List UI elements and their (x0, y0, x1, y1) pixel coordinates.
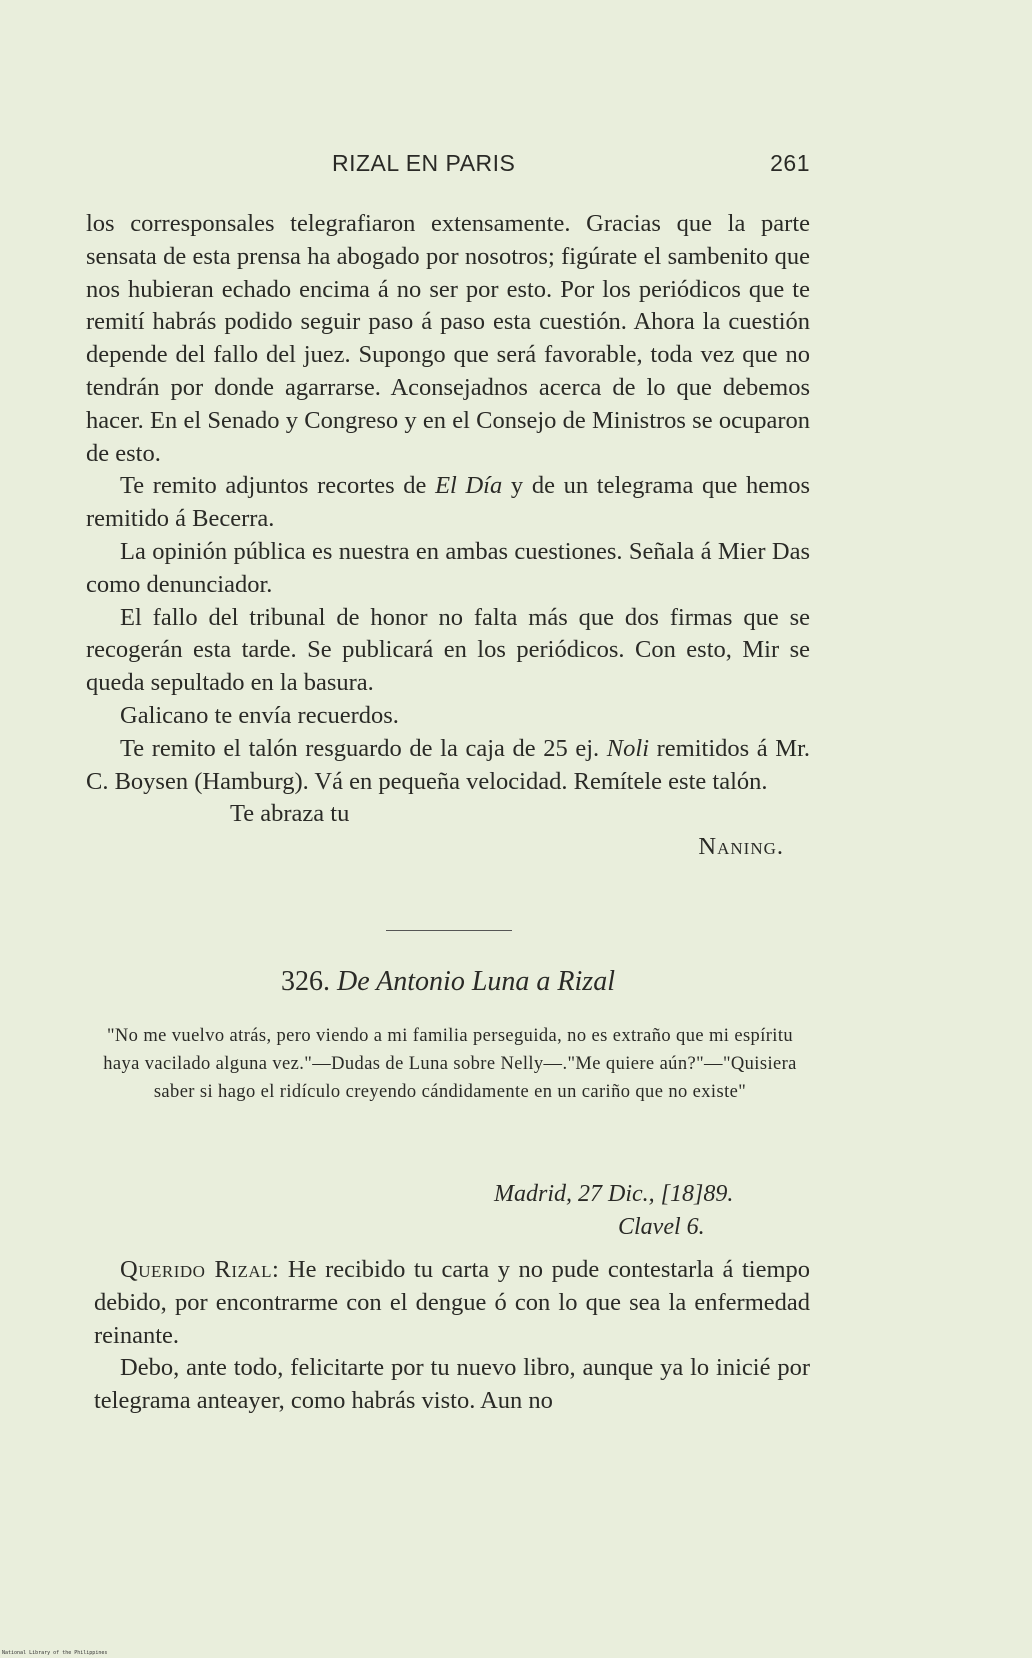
letter-number: 326. (281, 966, 331, 997)
section-divider (386, 930, 512, 931)
salutation: Querido Rizal: (120, 1256, 280, 1283)
paragraph: El fallo del tribunal de honor no falta más que dos firmas que se recogerán esta tarde. Se publicará en los periódicos. Con esto, Mir se queda sepultado en la basura. (86, 603, 810, 697)
paragraph: Te remito adjuntos recortes de El Día y de un telegrama que hemos remitido á Becerra. (86, 472, 810, 533)
dateline (86, 1178, 810, 1244)
newspaper-title: El Día (435, 472, 503, 500)
book-title: Noli (606, 734, 650, 762)
letter-summary: "No me vuelvo atrás, pero viendo a mi familia perseguida, no es extraño que mi espíritu haya vacilado alguna vez."—Dudas de Luna sobre Nelly—."Me quiere aún?"—"Quisiera saber si hago el ridículo creyendo cándidamente en un cariño que no existe" (103, 1026, 797, 1102)
paragraph: Querido Rizal: He recibido tu carta y no pude contestarla á tiempo debido, por encontrarme con el dengue ó con lo que sea la enfermedad reinante. (94, 1256, 810, 1349)
page-number: 261 (770, 150, 810, 176)
continuation-text (86, 208, 810, 864)
closing: Te abraza tu (230, 800, 350, 828)
paragraph: los corresponsales telegrafiaron extensamente. Gracias que la parte sensata de esta prensa ha abogado por nosotros; figúrate el sambenito que nos hubieran echado encima á no ser por esto. Por los periódicos que te remití habrás podido seguir paso á paso esta cuestión. Ahora la cuestión depende del fallo del juez. Supongo que será favorable, toda vez que no tendrán por donde agarrarse. Aconsejadnos acerca de lo que debemos hacer. En el Senado y Congreso y en el Consejo de Ministros se ocuparon de esto. (86, 210, 810, 467)
letter-heading (86, 966, 810, 998)
letter-title: De Antonio Luna a Rizal (337, 966, 615, 997)
signature: Naning. (698, 833, 784, 861)
address-line: Clavel 6. (618, 1214, 705, 1240)
library-credit: National Library of the Philippines (2, 1650, 108, 1656)
paragraph: Galicano te envía recuerdos. (120, 701, 399, 729)
paragraph: La opinión pública es nuestra en ambas cuestiones. Señala á Mier Das como denunciador. (86, 537, 810, 598)
paragraph: Debo, ante todo, felicitarte por tu nuevo libro, aunque ya lo inicié por telegrama anteayer, como habrás visto. Aun no (94, 1354, 810, 1415)
letter-body (94, 1254, 810, 1418)
date-line: Madrid, 27 Dic., [18]89. (494, 1181, 734, 1207)
paragraph: Te remito el talón resguardo de la caja de 25 ej. Noli remitidos á Mr. C. Boysen (Hamburg). Vá en pequeña velocidad. Remítele este talón. (86, 734, 810, 795)
running-title: RIZAL EN PARIS (332, 150, 516, 176)
